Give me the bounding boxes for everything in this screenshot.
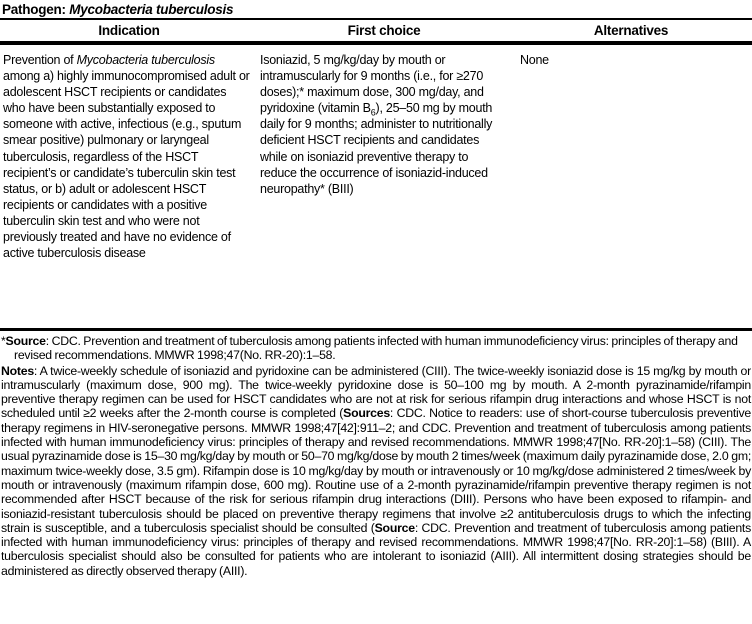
first-choice-cell: Isoniazid, 5 mg/kg/day by mouth or intramuscularly for 9 months (i.e., for ≥270 doses);* maximum dose, 300 mg/day, and pyridoxine (vitamin $B_6$), 25–50 mg by mouth daily for 9 months; administer to nutritionally deficient HSCT recipients and candidates while on isoniazid preventive therapy to reduce the occurrence of isoniazid-induced neuropathy* (BIII) bbox=[260, 53, 493, 196]
notes-footnote: Notes: A twice-weekly schedule of isoniazid and pyridoxine can be administered (CIII). The twice-weekly isoniazid dose is 15 mg/kg by mouth or intramuscularly (maximum dose, 900 mg). The twice-weekly pyridoxine dose is 50–100 mg by mouth. A 2-month pyrazinamide/rifampin preventive therapy regimen can be used for HSCT candidates who are not at risk for serious rifampin drug interactions and whose HSCT is not scheduled until ≥2 weeks after the 2-month course is completed (Sources: CDC. Notice to readers: use of short-course tuberculosis preventive therapy regimens in HIV-seronegative persons. MMWR 1998;47[42]:911–2; and CDC. Prevention and treatment of tuberculosis among patients infected with human immunodeficiency virus: principles of therapy and revised recommendations. MMWR 1998;47[No. RR-20]:1–58) (CIII). The usual pyrazinamide dose is 15–30 mg/kg/day by mouth or 50–70 mg/kg/dose by mouth 2 times/week (maximum daily pyrazinamide dose, 2.0 gm; maximum twice-weekly dose, 3.5 gm). Rifampin dose is 10 mg/kg/day by mouth or intravenously or 10 mg/kg/dose administered 2 times/week by mouth or intravenously (maximum rifampin dose, 600 mg). Routine use of a 2-month pyrazinamide/rifampin preventive therapy regimen is not recommended after HSCT because of the risk for serious rifampin drug interactions (DIII). Persons who have been exposed to rifampin- and isoniazid-resistant tuberculosis should be placed on preventive therapy regimens that involve ≥2 antituberculosis drugs to which the infecting strain is susceptible, and a tuberculosis specialist should be consulted (Source: CDC. Prevention and treatment of tuberculosis among patients infected with human immunodeficiency virus: principles of therapy and revised recommendations. MMWR 1998;47[No. RR-20]:1–58) (BIII). A tuberculosis specialist should also be consulted for patients who are intolerant to isoniazid (AIII). All intermittent dosing strategies should be administered as directly observed therapy (AIII). bbox=[1, 363, 751, 578]
source-footnote: *Source: CDC. Prevention and treatment of tuberculosis among patients infected with human immunodeficiency virus: principles of therapy and revised recommendations. MMWR 1998;47(No. RR-20):1–58. bbox=[1, 334, 738, 363]
pathogen-heading: Pathogen: Mycobacteria tuberculosis bbox=[2, 2, 234, 17]
column-header-first-choice: First choice bbox=[347, 23, 421, 38]
indication-cell: Prevention of Mycobacteria tuberculosis among a) highly immunocompromised adult or adolescent HSCT recipients or candidates who have been substantially exposed to someone with active, infectious (e.g., sputum smear positive) pulmonary or laryngeal tuberculosis, regardless of the HSCT recipient’s or candidate’s tuberculin skin test status, or b) adult or adolescent HSCT recipients or candidates with a positive tuberculin skin test and who were not previously treated and have no evidence of active tuberculosis disease bbox=[3, 53, 250, 261]
footnotes-section bbox=[0, 334, 752, 578]
table-row bbox=[0, 45, 752, 328]
bottom-rule bbox=[0, 328, 752, 331]
column-header-indication: Indication bbox=[98, 23, 160, 38]
table-header-row bbox=[0, 20, 752, 41]
alternatives-cell: None bbox=[520, 53, 549, 67]
column-header-alternatives: Alternatives bbox=[593, 23, 669, 38]
